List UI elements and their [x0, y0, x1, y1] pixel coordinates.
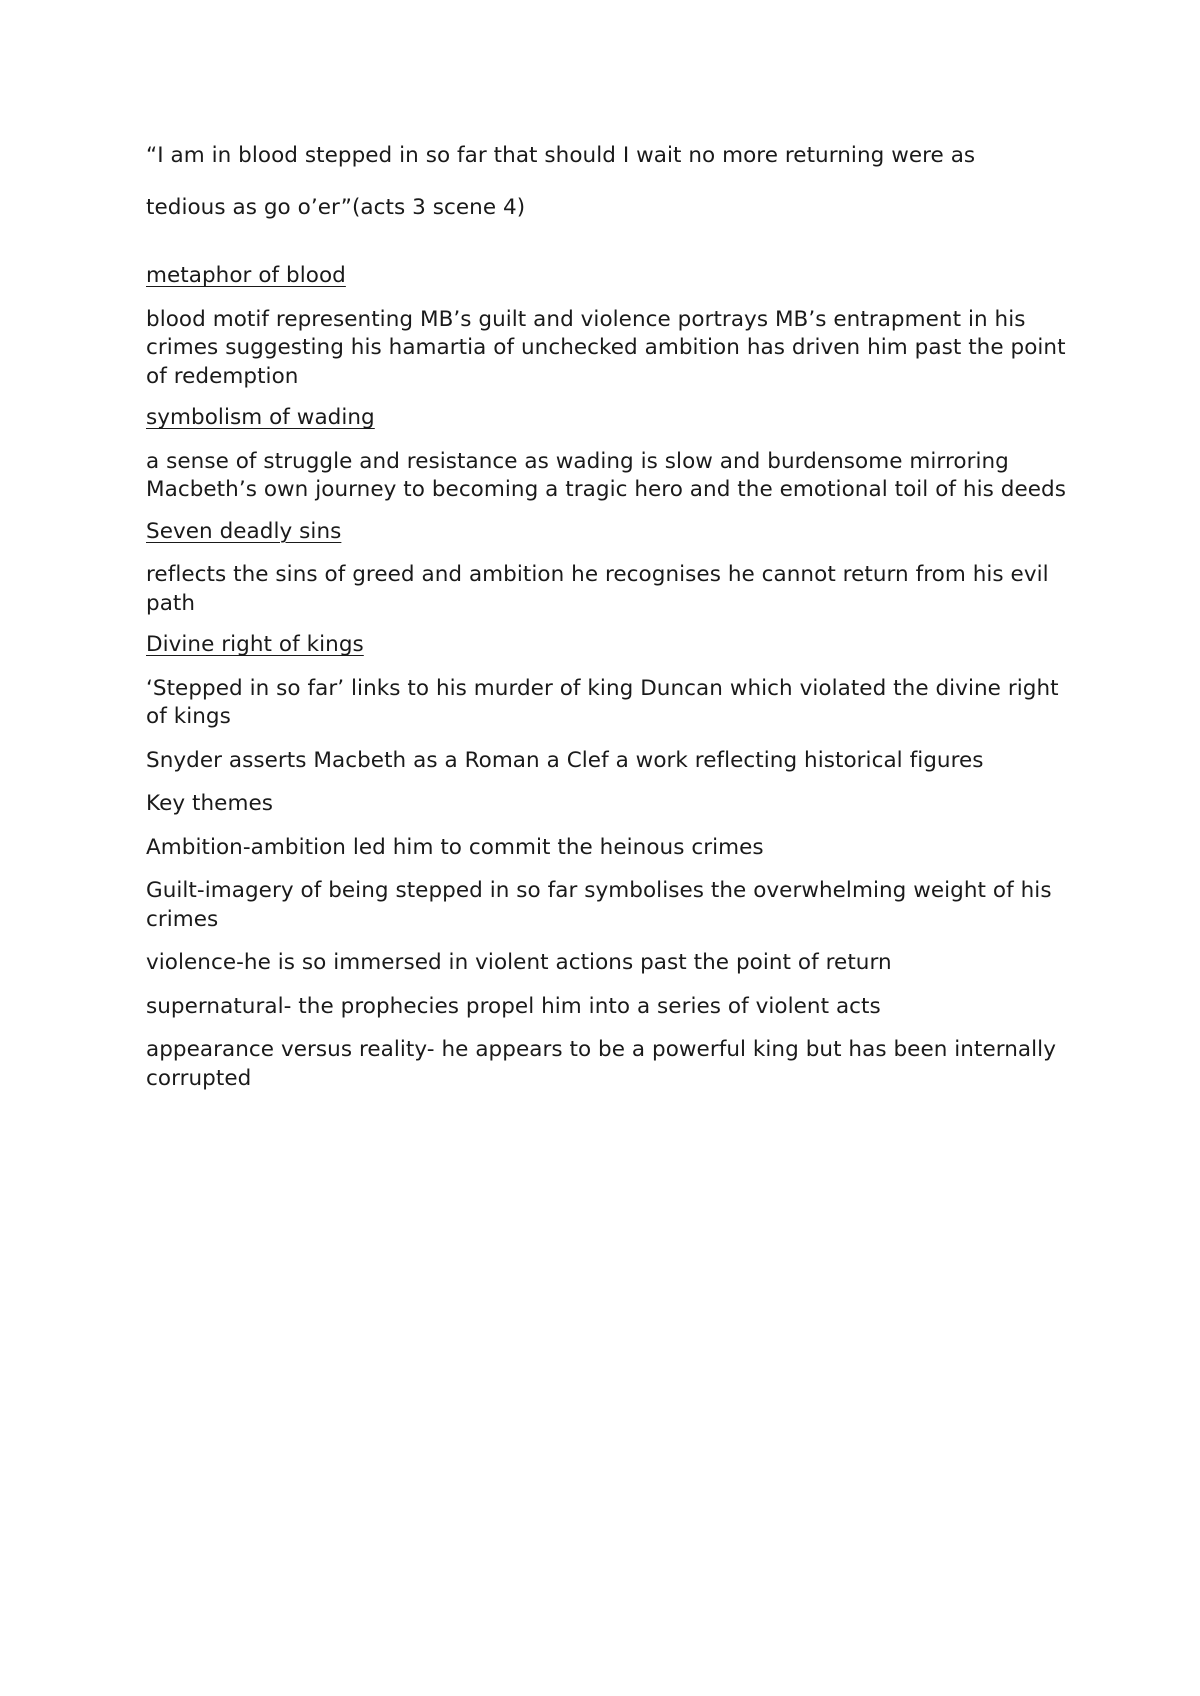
- theme-supernatural: supernatural- the prophecies propel him into a series of violent acts: [146, 993, 881, 1019]
- paragraph-seven-deadly-sins: reflects the sins of greed and ambition he recognises he cannot return from his evil path: [146, 562, 1049, 616]
- theme-guilt: Guilt-imagery of being stepped in so far symbolises the overwhelming weight of his crimes: [146, 878, 1052, 932]
- theme-ambition: Ambition-ambition led him to commit the heinous crimes: [146, 834, 764, 860]
- key-themes-label: Key themes: [146, 791, 273, 816]
- heading-divine-right-of-kings: Divine right of kings: [146, 632, 364, 657]
- theme-appearance-versus-reality: appearance versus reality- he appears to be a powerful king but has been internally corrupted: [146, 1037, 1056, 1091]
- paragraph-symbolism-of-wading: a sense of struggle and resistance as wading is slow and burdensome mirroring Macbeth’s own journey to becoming a tragic hero and the emotional toil of his deeds: [146, 448, 1066, 502]
- theme-violence: violence-he is so immersed in violent actions past the point of return: [146, 950, 892, 975]
- quote-line-1: “I am in blood stepped in so far that should I wait no more returning were as: [146, 143, 976, 168]
- paragraph-divine-right-of-kings: ‘Stepped in so far’ links to his murder of king Duncan which violated the divine right of kings: [146, 675, 1059, 729]
- paragraph-snyder: Snyder asserts Macbeth as a Roman a Clef a work reflecting historical figures: [146, 747, 984, 773]
- document-body: [146, 142, 1066, 1093]
- heading-seven-deadly-sins: Seven deadly sins: [146, 518, 342, 544]
- quote-line-2: tedious as go o’er”(acts 3 scene 4): [146, 195, 526, 220]
- paragraph-metaphor-of-blood: blood motif representing MB’s guilt and violence portrays MB’s entrapment in his crimes suggesting his hamartia of unchecked ambition has driven him past the point of redemption: [146, 306, 1066, 389]
- heading-metaphor-of-blood: metaphor of blood: [146, 263, 346, 288]
- heading-symbolism-of-wading: symbolism of wading: [146, 405, 375, 430]
